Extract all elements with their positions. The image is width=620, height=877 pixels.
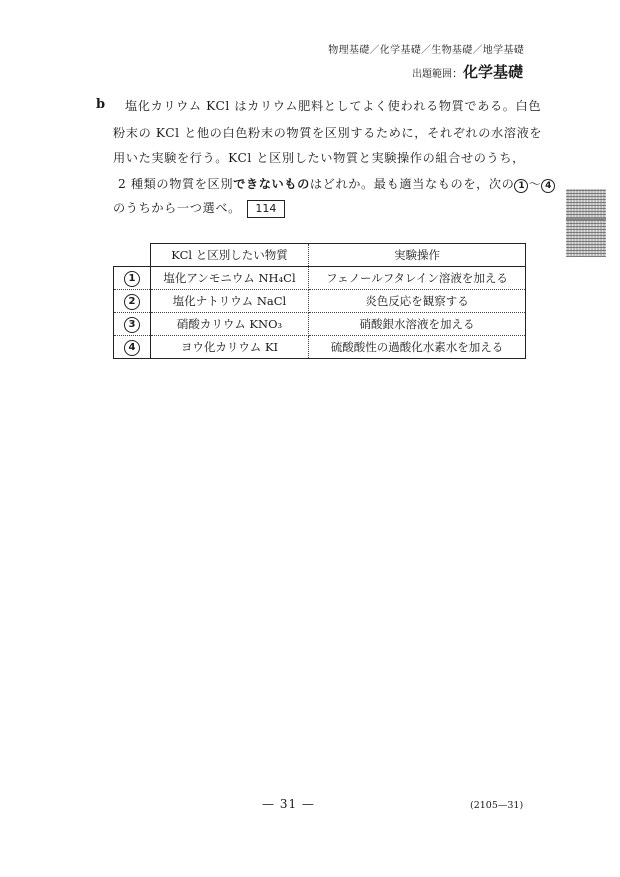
row-number xyxy=(114,336,151,359)
page-code: (2105—31) xyxy=(470,800,524,811)
answer-number-box: 114 xyxy=(247,200,285,218)
choice-last-circle: 4 xyxy=(541,179,555,193)
side-index-tab xyxy=(566,189,606,257)
table-header-row xyxy=(114,244,526,267)
table-row xyxy=(114,290,526,313)
row-substance: 塩化ナトリウム NaCl xyxy=(151,290,309,313)
row-substance: 塩化アンモニウム NH₄Cl xyxy=(151,267,309,290)
circled-number: 1 xyxy=(124,271,140,287)
tilde: ～ xyxy=(528,177,542,191)
header-blank-cell xyxy=(114,244,151,267)
scope-value: 化学基礎 xyxy=(462,63,523,81)
question-text-part: はどれか。最も適当なものを，次の xyxy=(309,177,515,191)
circled-number: 3 xyxy=(124,317,140,333)
table-row xyxy=(114,267,526,290)
options-table xyxy=(113,243,526,359)
row-number xyxy=(114,290,151,313)
row-operation: 炎色反応を観察する xyxy=(309,290,526,313)
question-text-line-1: 塩化カリウム KCl はカリウム肥料としてよく使われる物質である。白色 xyxy=(125,99,542,113)
header-operation: 実験操作 xyxy=(309,244,526,267)
row-operation: 硝酸銀水溶液を加える xyxy=(309,313,526,336)
row-operation: 硫酸酸性の過酸化水素水を加える xyxy=(309,336,526,359)
page-number: — 31 — xyxy=(262,797,315,811)
row-number xyxy=(114,267,151,290)
table-row xyxy=(114,336,526,359)
circled-number: 2 xyxy=(124,294,140,310)
question-text-line-3: 用いた実験を行う。KCl と区別したい物質と実験操作の組合せのうち， xyxy=(113,151,525,165)
subjects-header: 物理基礎／化学基礎／生物基礎／地学基礎 xyxy=(328,45,524,56)
row-number xyxy=(114,313,151,336)
scope-label: 出題範囲 xyxy=(411,69,452,80)
row-operation: フェノールフタレイン溶液を加える xyxy=(309,267,526,290)
emphasis-cannot-distinguish: できないもの xyxy=(233,177,310,191)
row-substance: 硝酸カリウム KNO₃ xyxy=(151,313,309,336)
question-text-part: 2 種類の物質を区別 xyxy=(118,177,234,191)
header-substance: KCl と区別したい物質 xyxy=(151,244,309,267)
question-text-line-5 xyxy=(113,199,285,218)
exam-scope xyxy=(412,61,523,82)
question-text-line-4 xyxy=(118,175,555,193)
question-text-line-2: 粉末の KCl と他の白色粉末の物質を区別するために，それぞれの水溶液を xyxy=(113,126,543,140)
circled-number: 4 xyxy=(124,340,140,356)
table-row xyxy=(114,313,526,336)
scope-separator: ： xyxy=(451,67,463,80)
question-text-part: のうちから一つ選べ。 xyxy=(113,201,241,215)
choice-first-circle: 1 xyxy=(514,179,528,193)
question-label: b xyxy=(96,97,106,112)
row-substance: ヨウ化カリウム KI xyxy=(151,336,309,359)
